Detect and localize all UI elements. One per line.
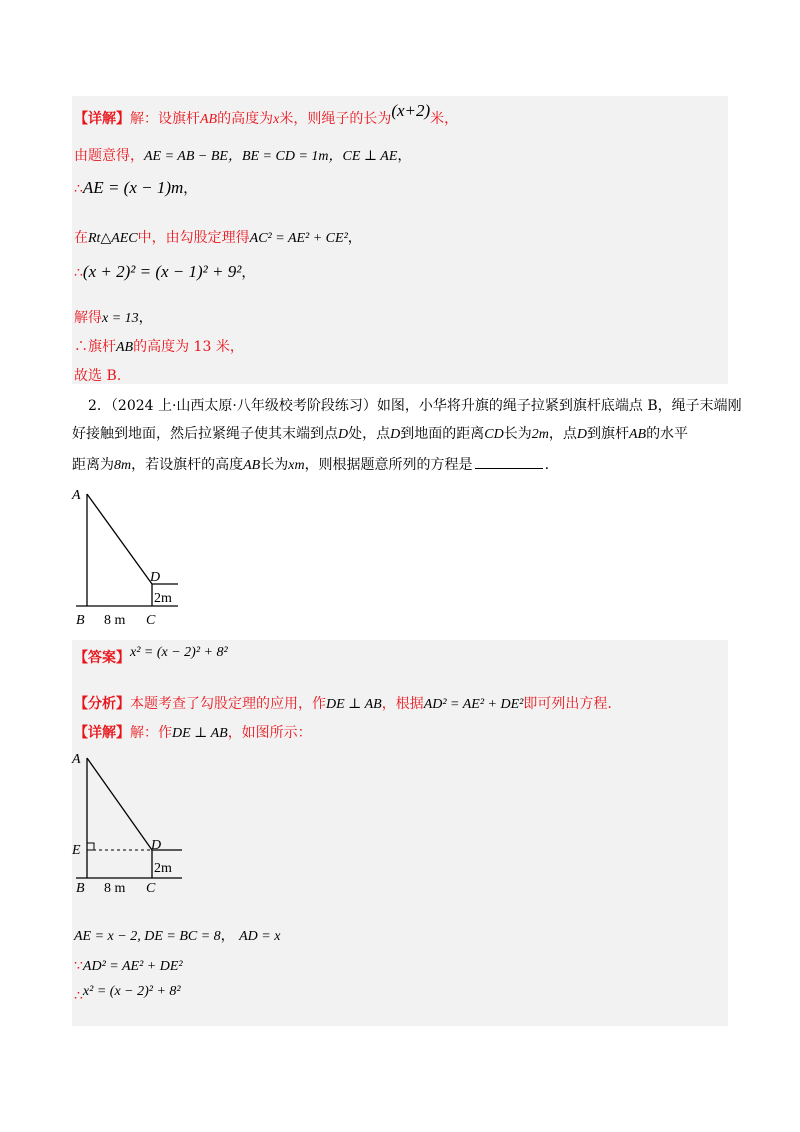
step3-line: ∴x² = (x − 2)² + 8²	[74, 984, 181, 1004]
solution1-line5: ∴(x + 2)² = (x − 1)² + 9²，	[74, 262, 256, 281]
fig2-label-e: E	[72, 843, 81, 858]
solution1-line4: 在Rt△AEC中，由勾股定理得AC² = AE² + CE²，	[74, 230, 362, 246]
solution1-line3: ∴AE = (x − 1)m，	[74, 178, 198, 197]
fig2-label-d: D	[151, 838, 162, 853]
solution1-line7: ∴旗杆AB的高度为 13 米，	[74, 339, 244, 355]
answer-blank	[475, 454, 543, 469]
problem2-line2: 好接触到地面，然后拉紧绳子使其末端到点D处，点D到地面的距离CD长为2m，点D到旗杆AB的水平	[72, 426, 689, 442]
analysis-line: 【分析】本题考查了勾股定理的应用，作DE ⊥ AB，根据AD² = AE² + DE²即可列出方程.	[74, 696, 612, 712]
fig2-label-a: A	[72, 752, 81, 767]
solution2-line: 【详解】解：作DE ⊥ AB，如图所示：	[74, 725, 312, 741]
fig1-label-d: D	[150, 570, 161, 585]
fig1-label-c: C	[146, 613, 156, 626]
solution1-line8: 故选 B.	[74, 368, 122, 384]
problem2-line1: 2．（2024 上·山西太原·八年级校考阶段练习）如图，小华将升旗的绳子拉紧到旗杆底端点 B，绳子末端刚	[88, 398, 742, 414]
solution1-line2: 由题意得，AE = AB − BE，BE = CD = 1m，CE ⊥ AE，	[74, 148, 412, 164]
fig1-label-bc: 8 m	[104, 613, 126, 626]
answer-line: 【答案】x² = (x − 2)² + 8²	[74, 645, 228, 666]
fig2-label-c: C	[146, 881, 156, 894]
figure2-diagram	[68, 748, 192, 894]
fig1-label-b: B	[76, 613, 85, 626]
solution1-line1: 【详解】解：设旗杆AB的高度为x米，则绳子的长为(x+2)米，	[74, 101, 459, 127]
fig2-label-cd: 2m	[154, 861, 172, 876]
right-angle-mark	[87, 843, 94, 850]
fig2-label-b: B	[76, 881, 85, 894]
step1-line: AE = x − 2, DE = BC = 8， AD = x	[74, 928, 281, 944]
step2-line: ∵AD² = AE² + DE²	[74, 958, 183, 974]
problem2-line3: 距离为8m，若设旗杆的高度AB长为xm，则根据题意所列的方程是 .	[72, 454, 549, 476]
fig1-label-cd: 2m	[154, 591, 172, 606]
figure1-diagram	[68, 484, 188, 626]
fig1-label-a: A	[72, 488, 81, 503]
fig2-label-bc: 8 m	[104, 881, 126, 894]
solution1-line6: 解得x = 13，	[74, 310, 153, 326]
